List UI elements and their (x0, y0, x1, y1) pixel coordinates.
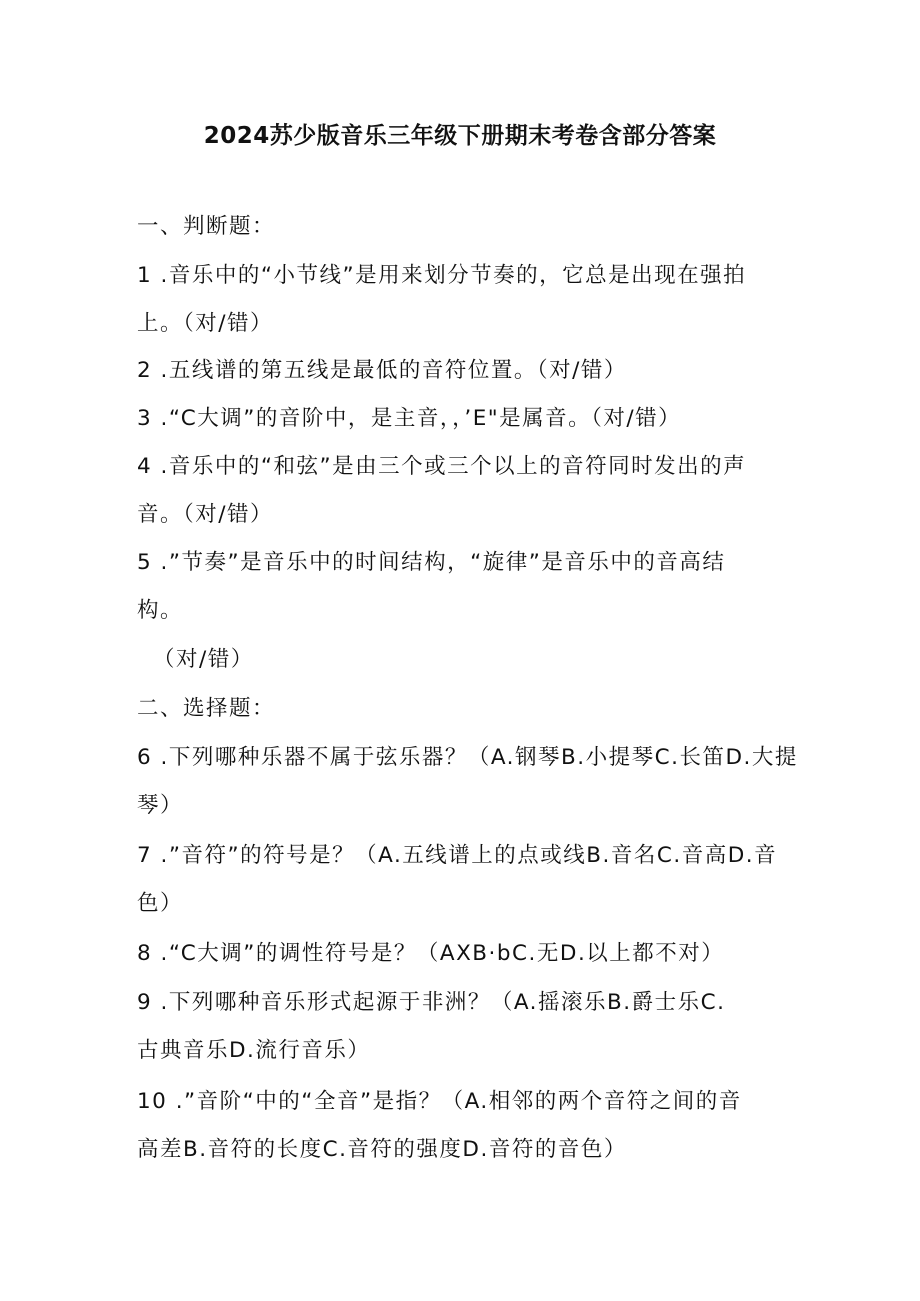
question-7-line-2: 色） (137, 891, 184, 916)
question-9-line-2: 古典音乐D.流行音乐） (137, 1038, 371, 1063)
question-9-line-1: 9 .下列哪种音乐形式起源于非洲？（A.摇滚乐B.爵士乐C. (137, 990, 726, 1015)
question-2-line-1: 2 .五线谱的第五线是最低的音符位置。（对/错） (137, 358, 627, 383)
question-3-line-1: 3 .“C大调”的音阶中，是主音，，’E"是属音。（对/错） (137, 406, 682, 431)
question-5-line-3: （对/错） (153, 647, 254, 672)
question-7-line-1: 7 .”音符”的符号是？（A.五线谱上的点或线B.音名C.音高D.音 (137, 843, 778, 868)
question-10-line-2: 高差B.音符的长度C.音符的强度D.音符的音色） (137, 1137, 627, 1162)
question-1-line-2: 上。（对/错） (137, 311, 273, 336)
question-8-line-1: 8 .“C大调”的调性符号是？（AXB·bC.无D.以上都不对） (137, 941, 725, 966)
question-4-line-2: 音。（对/错） (137, 502, 273, 527)
question-6-line-2: 琴） (137, 793, 184, 818)
page-title: 2024苏少版音乐三年级下册期末考卷含部分答案 (203, 123, 717, 149)
question-5-line-2: 构。 (137, 598, 184, 623)
section-heading-judgment: 一、判断题： (137, 214, 276, 239)
section-heading-choice: 二、选择题： (137, 696, 276, 721)
question-10-line-1: 10 .”音阶“中的“全音”是指？（A.相邻的两个音符之间的音 (137, 1089, 742, 1114)
question-4-line-1: 4 .音乐中的“和弦”是由三个或三个以上的音符同时发出的声 (137, 454, 747, 479)
question-6-line-1: 6 .下列哪种乐器不属于弦乐器？（A.钢琴B.小提琴C.长笛D.大提 (137, 745, 798, 770)
question-1-line-1: 1 .音乐中的“小节线”是用来划分节奏的，它总是出现在强拍 (137, 263, 747, 288)
question-5-line-1: 5 .”节奏”是音乐中的时间结构，“旋律”是音乐中的音高结 (137, 550, 726, 575)
